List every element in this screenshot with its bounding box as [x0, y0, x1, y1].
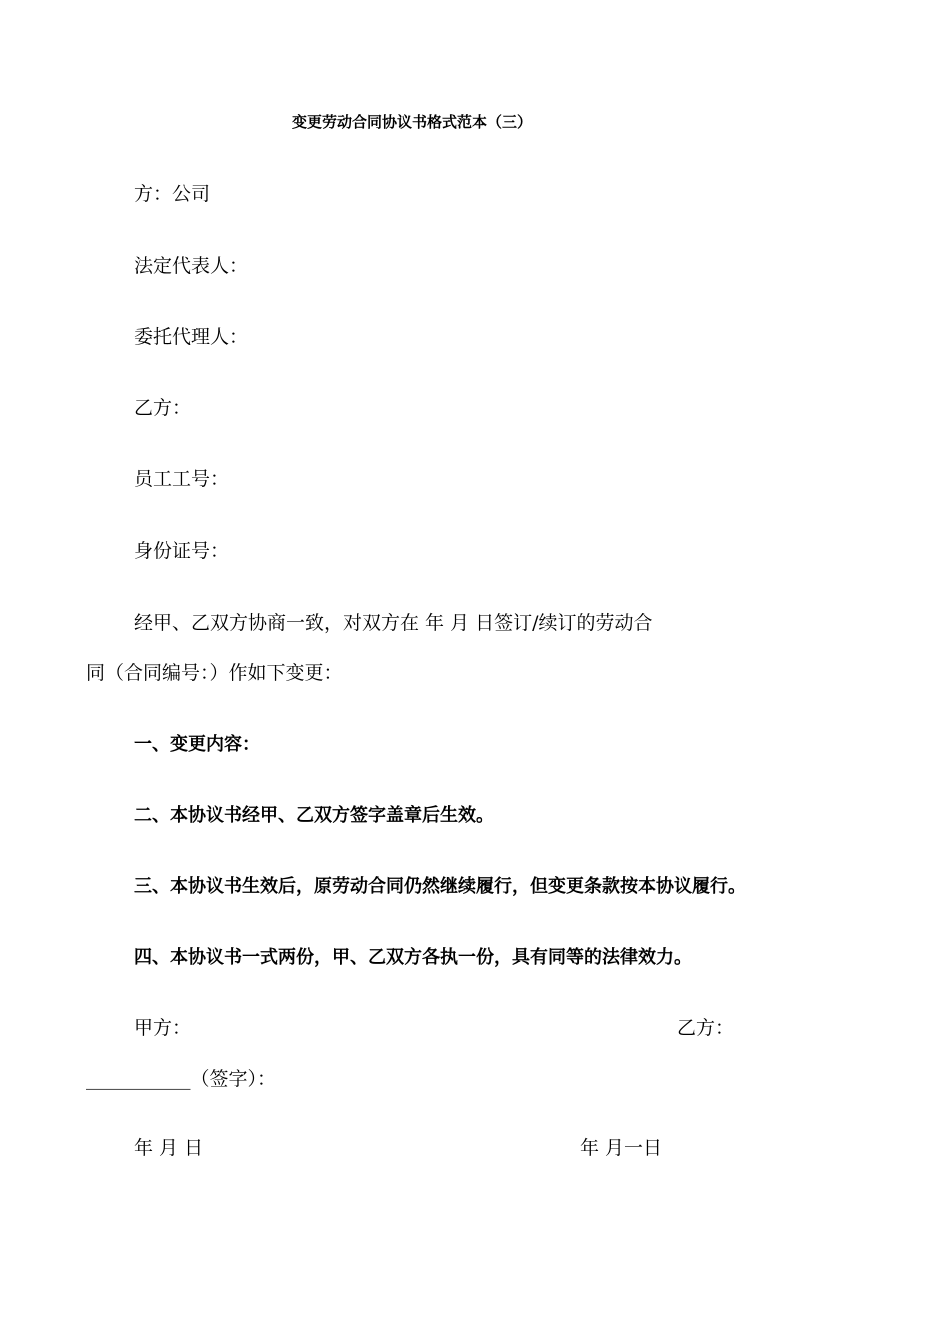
party-b-line: 乙方： — [134, 397, 192, 419]
authorized-agent-line: 委托代理人： — [134, 326, 249, 348]
intro-paragraph-line-1: 经甲、乙双方协商一致，对双方在 年 月 日签订/续订的劳动合 — [134, 612, 653, 634]
date-party-b: 年 月一日 — [580, 1137, 663, 1159]
date-party-a: 年 月 日 — [134, 1137, 204, 1159]
id-number-line: 身份证号： — [134, 540, 230, 562]
clause-2: 二、本协议书经甲、乙双方签字盖章后生效。 — [134, 805, 494, 826]
employee-number-line: 员工工号： — [134, 468, 230, 490]
party-a-line: 方：公司 — [134, 183, 211, 205]
clause-1: 一、变更内容： — [134, 734, 260, 755]
signature-party-a: 甲方： — [134, 1017, 192, 1039]
clause-3: 三、本协议书生效后，原劳动合同仍然继续履行，但变更条款按本协议履行。 — [134, 876, 746, 897]
legal-representative-line: 法定代表人： — [134, 255, 249, 277]
intro-paragraph-line-2: 同（合同编号：）作如下变更： — [86, 662, 343, 684]
clause-4: 四、本协议书一式两份，甲、乙双方各执一份，具有同等的法律效力。 — [134, 947, 692, 968]
document-title: 变更劳动合同协议书格式范本（三） — [292, 113, 533, 131]
signature-line: ___________（签字）： — [86, 1068, 277, 1090]
signature-party-b: 乙方： — [677, 1017, 735, 1039]
